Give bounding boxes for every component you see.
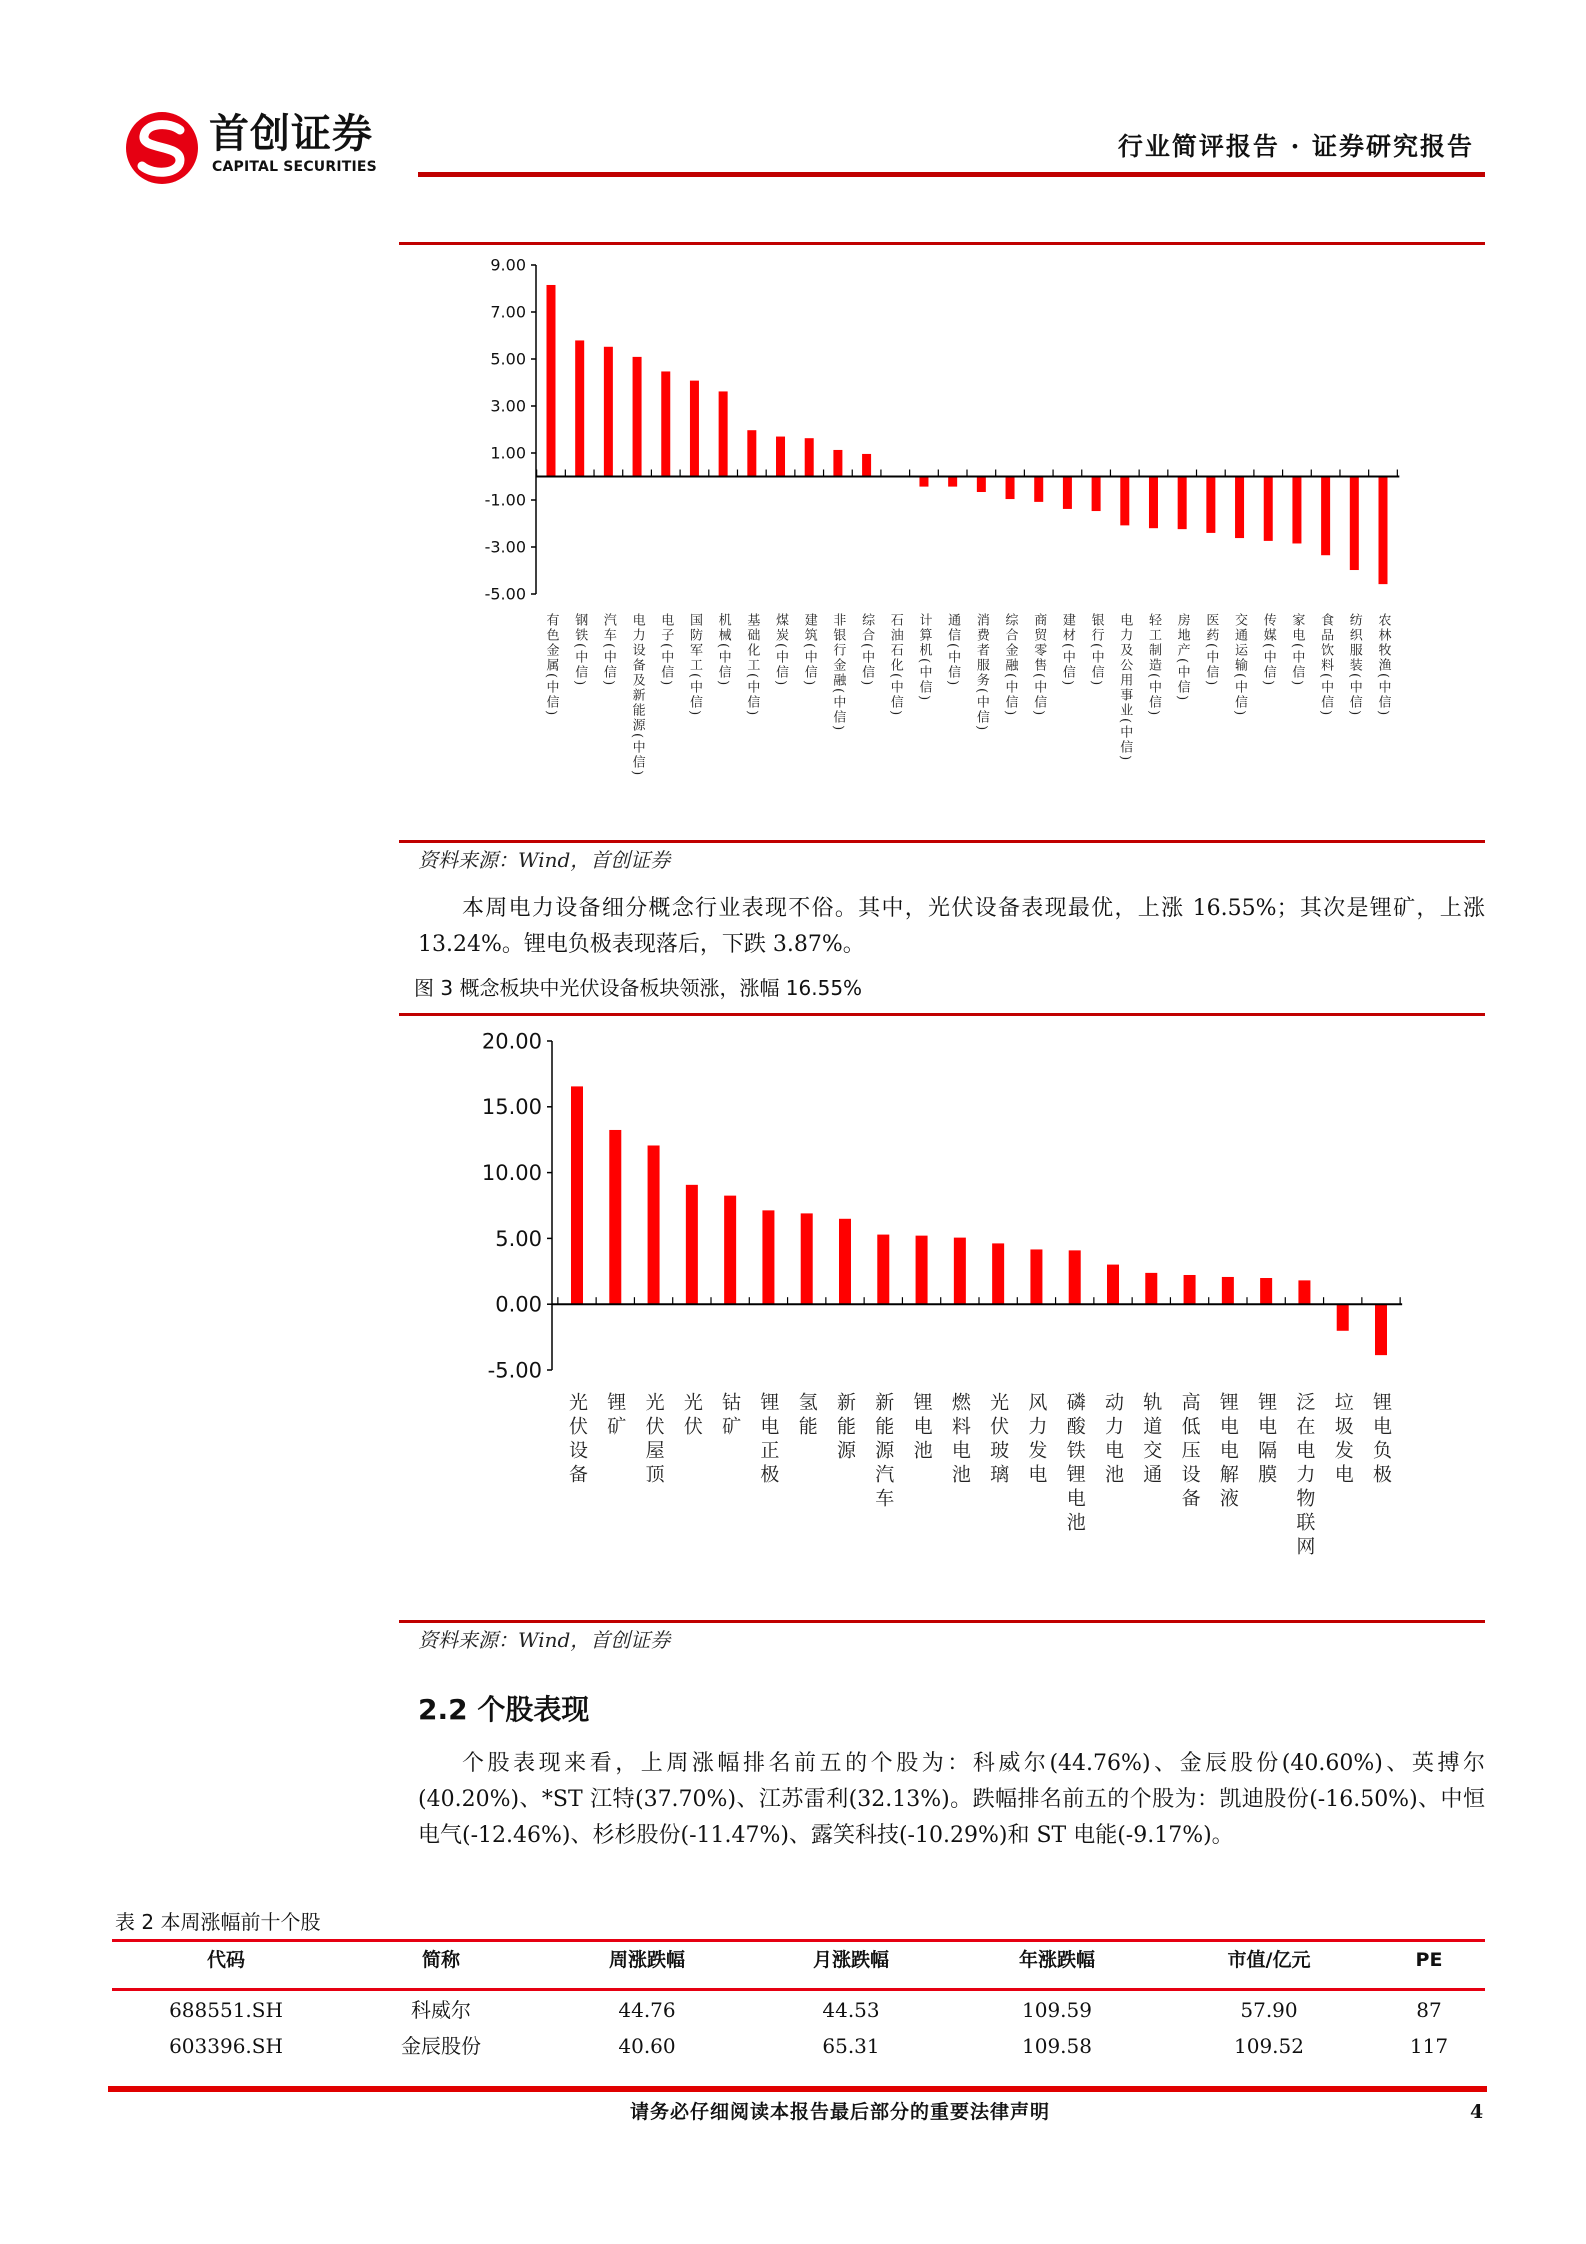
x-category-label: 综合金融(中信): [1002, 613, 1018, 718]
y-tick-label: -5.00: [487, 1358, 542, 1383]
x-category-label: 锂电正极: [757, 1392, 780, 1488]
bar: [1030, 1249, 1042, 1304]
bar: [1264, 477, 1273, 541]
concept-sector-chart: [400, 1030, 1490, 1620]
bar: [1184, 1275, 1196, 1304]
page-number: 4: [1470, 2101, 1485, 2123]
bar: [633, 357, 642, 477]
cell-name: 科威尔: [411, 1998, 471, 2022]
cell-code: 688551.SH: [169, 1998, 283, 2022]
bar: [916, 1236, 928, 1305]
bar: [686, 1185, 698, 1304]
bar: [661, 371, 670, 476]
bar: [575, 340, 584, 476]
x-category-label: 新能源汽车: [872, 1392, 895, 1512]
cell-name: 金辰股份: [401, 2034, 481, 2058]
bar: [805, 438, 814, 476]
section-paragraph-block: [418, 1746, 1485, 1854]
y-tick-label: 9.00: [490, 255, 526, 275]
x-category-label: 锂矿: [604, 1392, 627, 1440]
industry-performance-chart: [400, 250, 1490, 840]
bar: [609, 1130, 621, 1304]
x-category-label: 电力设备及新能源(中信): [629, 613, 645, 778]
col-header-weekly: 周涨跌幅: [608, 1949, 686, 1971]
y-tick-label: 10.00: [481, 1160, 542, 1185]
footer-rule: [108, 2086, 1487, 2092]
bar: [801, 1213, 813, 1304]
x-category-label: 机械(中信): [715, 613, 731, 688]
x-category-label: 风力发电: [1025, 1392, 1048, 1488]
cell-monthly: 44.53: [822, 1998, 880, 2022]
cell-pe: 117: [1409, 2034, 1449, 2058]
table-caption: 表 2 本周涨幅前十个股: [115, 1910, 321, 1934]
col-header-name: 简称: [421, 1949, 461, 1971]
bar: [1337, 1304, 1349, 1331]
x-category-label: 建材(中信): [1059, 613, 1075, 688]
bar: [1145, 1273, 1157, 1304]
bar: [648, 1145, 660, 1304]
y-tick-label: 15.00: [481, 1095, 542, 1120]
figure2-bottom-rule: [399, 840, 1485, 843]
bar: [992, 1243, 1004, 1304]
x-category-label: 家电(中信): [1289, 613, 1305, 688]
bar: [1107, 1265, 1119, 1305]
bar: [690, 381, 699, 477]
x-category-label: 交通运输(中信): [1232, 613, 1248, 718]
x-category-label: 房地产(中信): [1174, 613, 1190, 703]
y-tick-label: 5.00: [495, 1226, 542, 1251]
cell-monthly: 65.31: [822, 2034, 880, 2058]
x-category-label: 农林牧渔(中信): [1375, 613, 1391, 718]
bar: [1235, 477, 1244, 539]
bar: [547, 285, 556, 477]
x-category-label: 钴矿: [719, 1392, 742, 1440]
y-tick-label: 0.00: [495, 1292, 542, 1317]
bar: [1222, 1277, 1234, 1304]
body-paragraph-1: 本周电力设备细分概念行业表现不俗。其中，光伏设备表现最优，上涨 16.55%；其次是锂矿，上涨 13.24%。锂电负极表现落后，下跌 3.87%。: [418, 896, 1485, 957]
x-category-label: 有色金属(中信): [543, 613, 559, 718]
col-header-yearly: 年涨跌幅: [1018, 1949, 1096, 1971]
x-category-label: 轨道交通: [1140, 1392, 1163, 1488]
bar: [877, 1235, 889, 1305]
brand-name-en: CAPITAL SECURITIES: [212, 159, 377, 175]
bar: [1260, 1278, 1272, 1304]
x-category-label: 综合(中信): [859, 613, 875, 688]
bar: [1298, 1280, 1310, 1304]
x-category-label: 基础化工(中信): [744, 613, 760, 718]
section-heading: 2.2 个股表现: [418, 1693, 590, 1726]
x-category-label: 医药(中信): [1203, 613, 1219, 688]
bar: [948, 477, 957, 487]
bar: [1063, 477, 1072, 509]
y-tick-label: 1.00: [490, 443, 526, 463]
x-category-label: 锂电隔膜: [1255, 1392, 1278, 1488]
cell-weekly: 44.76: [618, 1998, 676, 2022]
bar: [1379, 477, 1388, 585]
x-category-label: 传媒(中信): [1260, 613, 1276, 688]
x-category-label: 泛在电力物联网: [1293, 1392, 1316, 1560]
cell-yearly: 109.59: [1022, 1998, 1092, 2022]
figure2-top-rule: [399, 242, 1485, 245]
x-category-label: 锂电电解液: [1216, 1392, 1239, 1512]
x-category-label: 垃圾发电: [1331, 1392, 1354, 1488]
bar: [839, 1219, 851, 1304]
bar: [1206, 477, 1215, 533]
x-category-label: 轻工制造(中信): [1145, 613, 1161, 718]
x-category-label: 光伏屋顶: [642, 1392, 665, 1488]
x-category-label: 煤炭(中信): [773, 613, 789, 688]
bar: [1069, 1250, 1081, 1304]
bar: [724, 1196, 736, 1305]
x-category-label: 动力电池: [1102, 1392, 1124, 1488]
footer-disclaimer: 请务必仔细阅读本报告最后部分的重要法律声明: [629, 2101, 1051, 2123]
bar: [1120, 477, 1129, 526]
brand-name-cn: 首创证券: [209, 111, 373, 157]
x-category-label: 电子(中信): [658, 613, 674, 688]
bar: [1034, 477, 1043, 502]
cell-code: 603396.SH: [169, 2034, 283, 2058]
col-header-market-cap: 市值/亿元: [1227, 1949, 1311, 1971]
x-category-label: 食品饮料(中信): [1318, 613, 1334, 718]
company-logo: [124, 110, 200, 186]
y-tick-label: -5.00: [484, 584, 526, 604]
figure3-top-rule: [399, 1013, 1485, 1016]
y-tick-label: 3.00: [490, 396, 526, 416]
y-tick-label: -1.00: [484, 490, 526, 510]
bar: [833, 450, 842, 477]
x-category-label: 光伏设备: [566, 1392, 588, 1488]
x-category-label: 新能源: [834, 1392, 856, 1464]
bar: [571, 1086, 583, 1304]
x-category-label: 石油石化(中信): [887, 613, 903, 718]
y-tick-label: 7.00: [490, 302, 526, 322]
x-category-label: 高低压设备: [1178, 1392, 1201, 1512]
cell-yearly: 109.58: [1022, 2034, 1092, 2058]
bar: [954, 1238, 966, 1305]
bar: [747, 430, 756, 476]
y-tick-label: 5.00: [490, 349, 526, 369]
x-category-label: 商贸零售(中信): [1031, 613, 1047, 718]
x-category-label: 磷酸铁锂电池: [1063, 1392, 1086, 1536]
bar: [1375, 1304, 1387, 1355]
bar: [1350, 477, 1359, 571]
bar: [1006, 477, 1015, 500]
x-category-label: 通信(中信): [945, 613, 961, 688]
logo-s-icon: [124, 110, 200, 186]
header-divider: [418, 172, 1485, 177]
x-category-label: 锂电负极: [1370, 1392, 1392, 1488]
bar: [862, 454, 871, 477]
figure2-source: 资料来源：Wind，首创证券: [418, 848, 671, 872]
bar: [776, 437, 785, 477]
bar: [977, 477, 986, 493]
table-header-rule: [112, 1988, 1485, 1991]
col-header-code: 代码: [206, 1949, 246, 1971]
bar: [604, 347, 613, 477]
table-top-rule: [112, 1939, 1485, 1942]
x-category-label: 电力及公用事业(中信): [1117, 613, 1133, 763]
cell-pe: 87: [1416, 1998, 1442, 2022]
body-paragraph-2: 个股表现来看，上周涨幅排名前五的个股为：科威尔(44.76%)、金辰股份(40.60%)、英搏尔(40.20%)、*ST 江特(37.70%)、江苏雷利(32.13%)。跌幅排名前五的个股为：凯迪股份(-16.50%)、中恒电气(-12.46%)、杉杉股份(-11.47%)、露笑科技(-10.29%)和 ST 电能(-9.17%)。: [418, 1751, 1485, 1848]
x-category-label: 非银行金融(中信): [830, 613, 846, 733]
bar: [1292, 477, 1301, 544]
x-category-label: 钢铁(中信): [572, 613, 588, 688]
x-category-label: 银行(中信): [1088, 613, 1104, 688]
bar: [1149, 477, 1158, 529]
figure3-bottom-rule: [399, 1620, 1485, 1623]
x-category-label: 氢能: [795, 1392, 818, 1440]
x-category-label: 消费者服务(中信): [973, 613, 989, 733]
bar: [1321, 477, 1330, 556]
report-type: 行业简评报告 · 证券研究报告: [1117, 132, 1474, 161]
bar: [719, 391, 728, 476]
x-category-label: 建筑(中信): [801, 613, 817, 688]
bar: [762, 1210, 774, 1304]
x-category-label: 纺织服装(中信): [1346, 613, 1362, 718]
paragraph1-block: [414, 891, 1485, 1001]
cell-weekly: 40.60: [618, 2034, 676, 2058]
cell-market-cap: 57.90: [1240, 1998, 1298, 2022]
col-header-monthly: 月涨跌幅: [812, 1949, 890, 1971]
x-category-label: 汽车(中信): [600, 613, 616, 688]
x-category-label: 国防军工(中信): [686, 613, 702, 718]
x-category-label: 光伏: [680, 1392, 703, 1440]
bar: [1092, 477, 1101, 512]
figure3-source: 资料来源：Wind，首创证券: [418, 1628, 671, 1652]
x-category-label: 计算机(中信): [916, 613, 932, 703]
x-category-label: 光伏玻璃: [987, 1392, 1010, 1488]
y-tick-label: -3.00: [484, 537, 526, 557]
x-category-label: 锂电池: [910, 1392, 933, 1464]
figure3-caption: 图 3 概念板块中光伏设备板块领涨，涨幅 16.55%: [414, 976, 863, 1000]
cell-market-cap: 109.52: [1234, 2034, 1304, 2058]
x-category-label: 燃料电池: [948, 1392, 971, 1488]
bar: [919, 477, 928, 487]
col-header-pe: PE: [1415, 1949, 1443, 1971]
y-tick-label: 20.00: [481, 1030, 542, 1054]
bar: [1178, 477, 1187, 530]
